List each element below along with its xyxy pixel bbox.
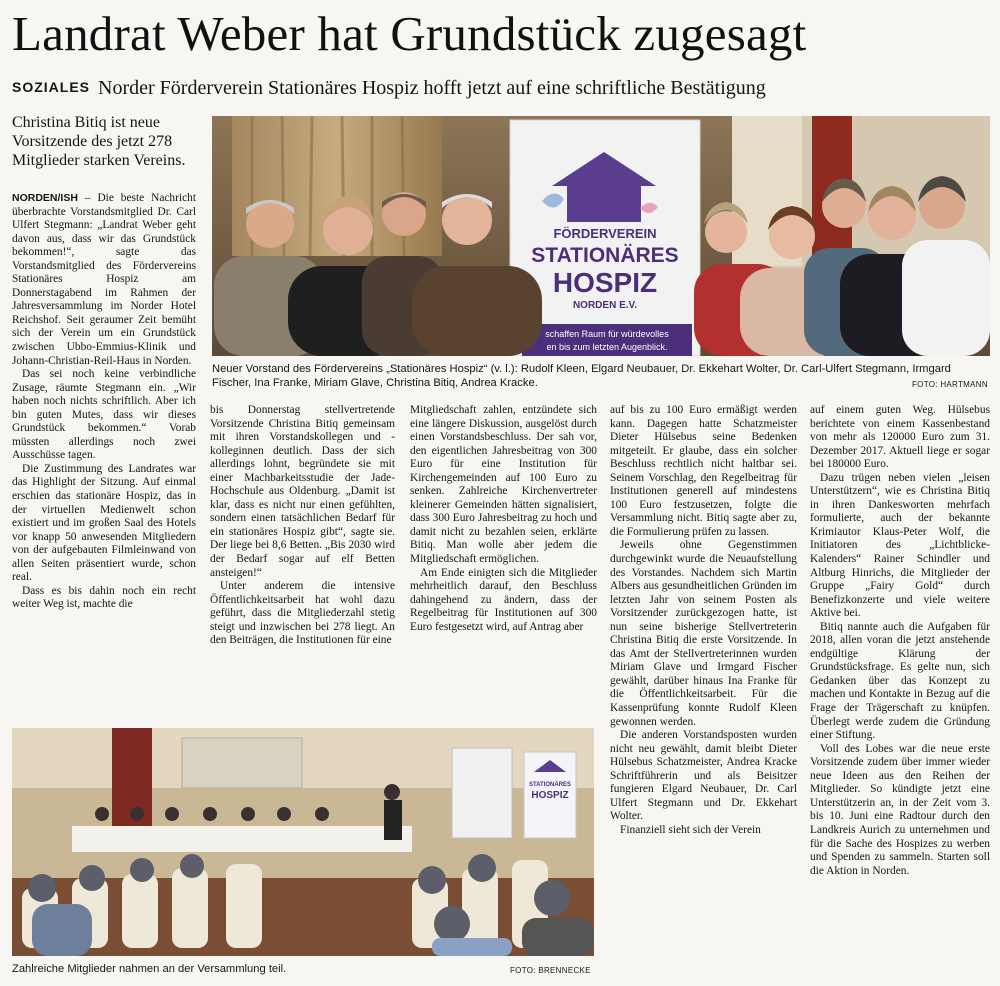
intro-text: Christina Bitiq ist neue Vorsitzende des jetzt 278 Mitglieder starken Vereins. bbox=[12, 114, 186, 169]
banner-slogan: en bis zum letzten Augenblick. bbox=[546, 342, 668, 352]
paragraph: NORDEN/ISH – Die beste Nachricht überbrachte Vorstandsmitglied Dr. Carl Ulfert Stegmann: „Landrat Weber geht davon aus, dass wir das Grundstück bekommen!“, sagte das Vorstandsmitglied des Fördervereins Stationäres Hospiz am Donnerstagabend im Rahmen der Jahresversammlung im Norder Hotel Reichshof. Seit geraumer Zeit bemüht sich der Verein um ein Grundstück zwischen Ubbo-Emmius-Klinik und Johann-Christian-Reil-Haus in Norden. bbox=[12, 192, 196, 367]
dateline: NORDEN/ISH bbox=[12, 192, 78, 204]
paragraph: Die Zustimmung des Landrates war das Highlight der Sitzung. Auf einmal erschien das stationäre Hospiz, das in der virtuellen Medienwelt schon existiert und im großen Saal des Hotels vor knapp 50 anwesenden Mitgliedern von der aufgebauten Filmleinwand von allen Seiten präsentiert wurde, schon real. bbox=[12, 462, 196, 584]
paragraph: Jeweils ohne Gegenstimmen durchgewinkt wurde die Neuaufstellung des Vorstandes. Nachdem sich Martin Albers aus gesundheitlichen Gründen im letzten Jahr von seinem Posten als Vorsitzender zurückgezogen hatte, ist nun seine bisherige Stellvertreterin Christina Bitiq die erste Vorsitzende. In das Amt der Stellvertreterinnen wurden Miriam Glave und Irmgard Fischer gewählt, darüber hinaus Ina Franke für die Öffentlichkeitsarbeit. Für die Kassenprüfung konnte Rudolf Kleen gewonnen werden. bbox=[610, 539, 797, 728]
paragraph: Die anderen Vorstandsposten wurden nicht neu gewählt, damit bleibt Dieter Hülsebus Schatzmeister, Andrea Kracke Schriftführerin und als Beisitzer fungieren Elgard Neubauer, Dr. Carl Ulfert Stegmann und Dr. Ekkehart Wolter. bbox=[610, 729, 797, 823]
article-column-1 bbox=[12, 192, 196, 722]
assembly-hall-photo bbox=[12, 728, 594, 956]
paragraph: Mitgliedschaft zahlen, entzündete sich eine längere Diskussion, ausgelöst durch einen Vorstandsbeschluss. Der sah vor, den eigentlichen Jahresbeitrag von 300 Euro für eine Institution für Kirchengemeinden auf 100 Euro zu senken. Zahlreiche Kirchenvertreter kleinerer Gemeinden hätten signalisiert, dass 300 Euro Jahresbeitrag zu hoch und damit nicht zu bezahlen seien, erklärte Bitiq. Man wolle aber jedem die Mitgliedschaft ermöglichen. bbox=[410, 404, 597, 566]
photo-credit-bottom: FOTO: BRENNECKE bbox=[510, 966, 591, 975]
paragraph: Voll des Lobes war die neue erste Vorsitzende zudem über immer wieder neue Ideen aus den Reihen der Mitglieder. So kündigte jetzt eine Unterstützerin an, in der Zeit vom 3. bis 10. Juni eine Radtour durch den Landkreis Aurich zu unternehmen und für die Sache des Hospizes zu werben und Spenden zu sammeln. Starten soll die Aktion in Norden. bbox=[810, 742, 990, 877]
headline: Landrat Weber hat Grundstück zugesagt bbox=[12, 6, 807, 61]
sign-line: STATIONÄRES bbox=[528, 782, 572, 788]
article-column-3 bbox=[410, 404, 597, 722]
section-kicker: SOZIALES bbox=[12, 79, 91, 95]
paragraph: Finanziell sieht sich der Verein bbox=[620, 823, 761, 836]
article-column-5 bbox=[810, 404, 990, 980]
article-column-2 bbox=[210, 404, 395, 722]
paragraph: Am Ende einigten sich die Mitglieder mehrheitlich darauf, den Beschluss dahingehend zu ändern, dass der Regelbeitrag für Institutionen auf 300 Euro festgesetzt wird, auf Antrag aber bbox=[410, 566, 597, 633]
subheadline-row bbox=[12, 74, 766, 100]
paragraph: bis Donnerstag stellvertretende Vorsitzende Christina Bitiq gemeinsam mit ihren Vorstandskollegen und -kolleginnen deutlich. Dass der sich allerdings lohnt, begründete sie mit einer Machbarkeitsstudie der Jade-Hochschule aus Oldenburg. „Damit ist klar, dass es nicht nur einen gefühlten, sondern einen tatsächlichen Bedarf für ein stationäres Hospiz gibt“, sagte sie. Der liege bei 8,6 Betten. „Bis 2030 wird der Bedarf sogar auf elf Betten ansteigen!“ bbox=[210, 404, 395, 579]
paragraph: Das sei noch keine verbindliche Zusage, räumte Stegmann ein. „Wir haben noch nichts schriftlich. Aber ich bin guten Mutes, dass wir dieses Grundstück bekommen.“ Vorab müssten allerdings noch zwei Ausschüsse tagen. bbox=[12, 368, 196, 462]
banner-line: STATIONÄRES bbox=[531, 244, 679, 267]
board-group-photo bbox=[212, 116, 990, 356]
sign-line: HOSPIZ bbox=[531, 790, 569, 801]
photo-caption-top: Neuer Vorstand des Fördervereins „Stationäres Hospiz“ (v. l.): Rudolf Kleen, Elgard Neubauer, Dr. Ekkehart Wolter, Dr. Carl-Ulfert Stegmann, Irmgard Fischer, Ina Franke, Miriam Glave, Christina Bitiq, Andrea Kracke. bbox=[212, 363, 951, 389]
photo-credit-top: FOTO: HARTMANN bbox=[912, 380, 988, 389]
article-column-4 bbox=[610, 404, 797, 980]
paragraph: Unter anderem die intensive Öffentlichkeitsarbeit hat wohl dazu geführt, dass die Mitgliederzahl stetig steigt und inzwischen bei 278 liegt. An den Beiträgen, die Institutionen für eine bbox=[210, 580, 395, 647]
paragraph: auf einem guten Weg. Hülsebus berichtete von einem Kassenbestand von mehr als 120000 Euro zum 31. Dezember 2017. Aktuell liege er sogar bei 180000 Euro. bbox=[810, 404, 990, 471]
paragraph: auf bis zu 100 Euro ermäßigt werden kann. Dagegen hatte Schatzmeister Dieter Hülsebus seine Bedenken mitgeteilt. Er glaube, dass ein solcher Beschluss rechtlich nicht haltbar sei. Seinem Vorschlag, den Regelbeitrag für Institutionen generell auf mindestens 100 Euro festzusetzen, folgte die Versammlung nicht. Bitiq sagte aber zu, die Formulierung prüfen zu lassen. bbox=[610, 404, 797, 538]
banner-line: NORDEN E.V. bbox=[572, 300, 638, 311]
paragraph: Dass es bis dahin noch ein recht weiter Weg ist, machte die bbox=[12, 584, 196, 611]
banner-line: FÖRDERVEREIN bbox=[553, 226, 657, 241]
paragraph: Dazu trügen neben vielen „leisen Unterstützern“, wie es Christina Bitiq in ihren Dankesworten mehrfach formulierte, auch der bekannte Krimiautor Klaus-Peter Wolf, die Initiatoren des „Lichtblicke-Kalenders“ Rainer Schindler und Altburg Hinrichs, die Mitglieder der Gruppe „Fairy Gold“ durch Benefizkonzerte und viele weitere Aktive bei. bbox=[810, 471, 990, 620]
photo-caption-bottom: Zahlreiche Mitglieder nahmen an der Versammlung teil. bbox=[12, 963, 287, 975]
subheadline: Norder Förderverein Stationäres Hospiz hofft jetzt auf eine schriftliche Bestätigung bbox=[98, 77, 766, 99]
paragraph: Bitiq nannte auch die Aufgaben für 2018, allen voran die jetzt anstehende endgültige Klärung der Grundstücksfrage. Es gelte nun, sich Gedanken über das Konzept zu machen und Kontakte in Bezug auf die Frage der Trägerschaft zu knüpfen. Überlegt werde zudem die Gründung einer Stiftung. bbox=[810, 620, 990, 742]
banner-line: HOSPIZ bbox=[552, 267, 658, 298]
banner-slogan: schaffen Raum für würdevolles bbox=[545, 329, 669, 339]
